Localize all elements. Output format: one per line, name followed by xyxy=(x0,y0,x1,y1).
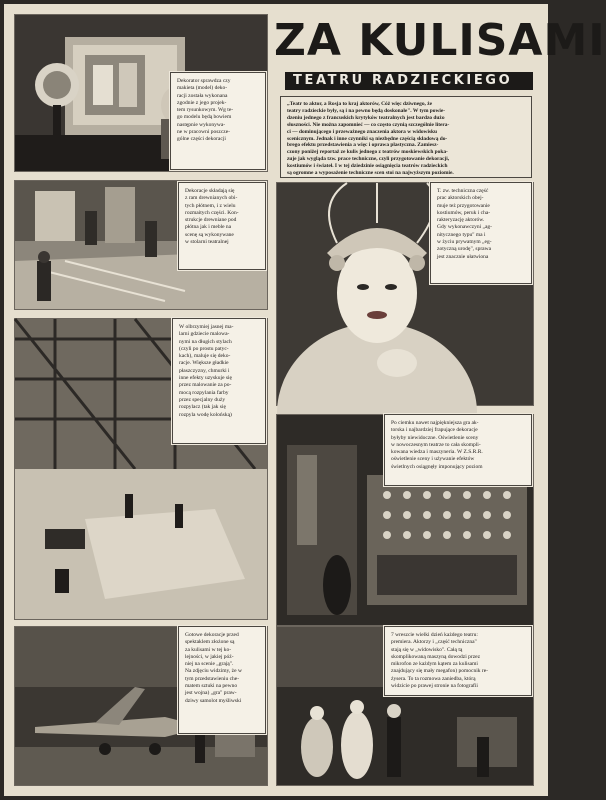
caption-carpentry-workshop: Dekoracje składają się z ram drewnianych obi- tych płótnem, i z wielu rozmaitych części. Kon- strukcje drewniane pod płótna jak i meble na scenę są wykonywane w stolarni teatralnej xyxy=(178,182,266,270)
caption-scenery-model: Dekorator sprawdza czy makieta (model) deko- racji została wykonana zgodnie z jego projek- tem rysunkowym. Wg te- go modelu będą bowiem następnie wykonywa- ne w pracowni poszcze- gólne części dekoracji xyxy=(170,72,266,170)
caption-premiere-stage: 7 wreszcie wielki dzień każdego teatru: premiera. Aktorzy i „część techniczna" stają się w „widowisko". Całą tą skomplikowaną maszyną dowodzi przez mikrofon ze każdym kątem za kulisami znajdujący się mały megafon) pomocnik re- żysera. To ta rozmowa zaniedba, którą widzicie po prawej stronie na fotografii xyxy=(384,626,532,696)
caption-lighting-control: Po ciemku nawet najpiękniejsza gra ak- torska i najbardziej frapujące dekoracje byłyby niewidoczne. Oświetlenie sceny w nowoczesnym teatrze to cała skompli- kowana wiedza i maszyneria. W Z.S.R.R. oświetlenie sceny i używanie efektów świetlnych osiągnęły imponujący poziom xyxy=(384,414,532,486)
page-subtitle: TEATRU RADZIECKIEGO xyxy=(285,72,533,90)
caption-actress-costume: T. zw. techniczna część prac aktorskich obej- muje też przygotowanie kostiumów, peruk i cha- rakteryzację aktorów. Gdy wykonawczyni „ag- nitycznego typu" ma i w życiu prywatnym „eg- zotyczną urodę", sprawa jest znacznie ułatwiona xyxy=(430,182,532,284)
caption-painting-studio: W olbrzymiej jasnej ma- larni gdziecie malowa- nymi na długich stylach (czyli po prostu patyc- kach), maluje się deko- racje. Większe gładkie płaszczyzny, chmurki i inne efekty uzyskuje się przez malowanie za po- mocą rozpylania farby przez specjalny duży rozpylacz (tak jak się rozpyla wodę kolońską) xyxy=(172,318,266,444)
page-title: ZA KULISAMI xyxy=(274,15,606,66)
intro-text: „Teatr to aktor, a Rosja to kraj aktorów, Cóż więc dziwnego, że teatry radzieckie były, są i na pewno będą doskonałe". W tym powie- dzeniu jednego z francuskich krytyków teatralnych jest bardzo dużo słuszności. Nie można zapomnieć — co często czynią szczególnie litera- ci — dominującego i przeważnego znaczenia aktora w widowisku scenicznym. Jednak i inne czynniki są niezbędne częścią składową do- brego efektu przedstawienia a więc i oprawa plastyczna. Zamiesz- czony poniżej reportaż ze kulis jednego z teatrów moskiewskich poka- zuje jak wygląda tzw. prace techniczne, czyli przygotowanie dekoracji, kostiumów i świateł. I w tej dziedzinie osiągnięcia teatrów radzieckich są ogromne a wyposażenie techniczne scen stoi na najwyższym poziomie. xyxy=(280,96,532,178)
caption-backstage-plane: Gotowe dekoracje przed spektaklem złożone są za kulisami w tej ko- lejności, w jakiej póź- niej na scenie „grają". Na zdjęciu widzimy, że w tym przedstawieniu che- matem sztuki na pewno jest wojna) „gra" praw- dziwy samolot myśliwski xyxy=(178,626,266,734)
